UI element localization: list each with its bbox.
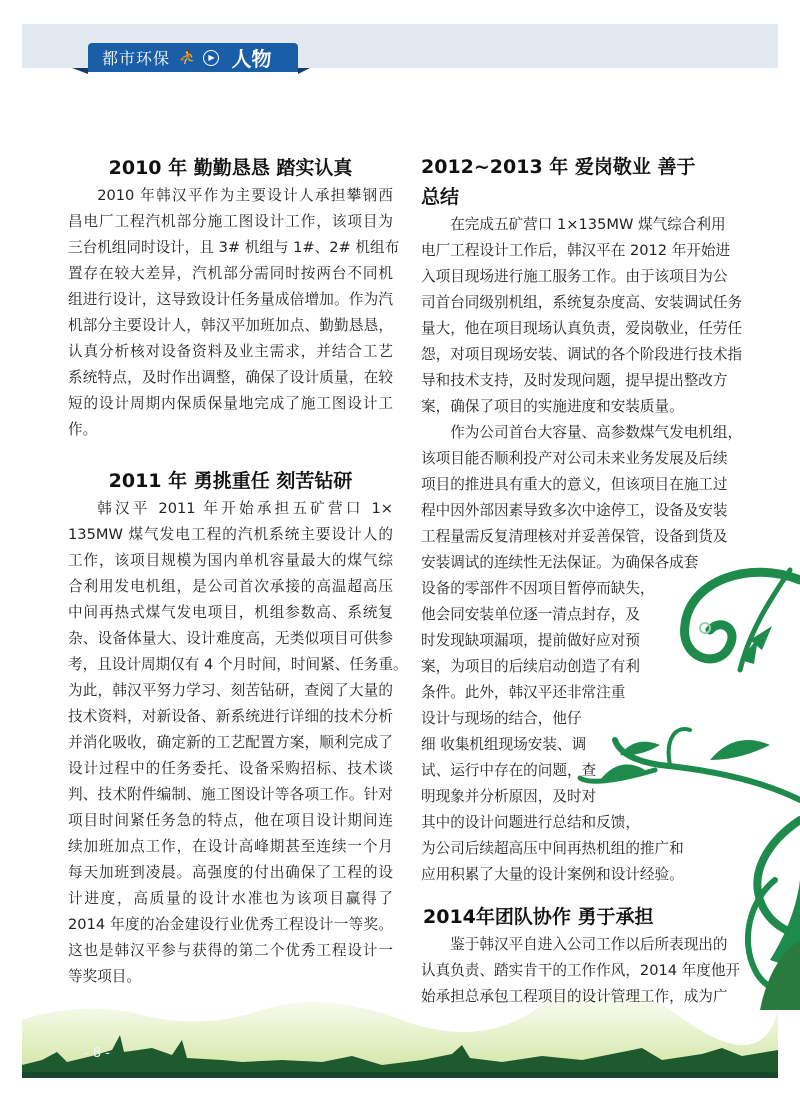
text-line: 2014 年度的冶金建设行业优秀工程设计一等奖。 xyxy=(68,916,393,933)
text-line: 系统特点，及时作出调整，确保了设计质量，在较 xyxy=(68,369,393,386)
text-line: 程中因外部因素导致多次中途停工，设备及安装 xyxy=(421,502,728,519)
tab-fold-left xyxy=(72,68,88,74)
text-line: 为此，韩汉平努力学习、刻苦钻研，查阅了大量的 xyxy=(68,682,393,699)
text-line: 技术资料，对新设备、新系统进行详细的技术分析 xyxy=(68,708,393,725)
heading-line: 2012~2013 年 爱岗敬业 善于 xyxy=(421,156,696,178)
text-line: 项目时间紧任务急的特点，他在项目设计期间连 xyxy=(68,812,393,829)
text-line: 三台机组同时设计，且 3# 机组与 1#、2# 机组布 xyxy=(68,239,400,256)
play-circle-icon: ▶ xyxy=(203,50,219,66)
text-line: 合利用发电机组，是公司首次承接的高温超高压 xyxy=(68,578,393,595)
text-line: 认真分析核对设备资料及业主需求，并结合工艺 xyxy=(68,343,393,360)
tab-fold-right xyxy=(298,68,310,74)
text-line: 应用积累了大量的设计案例和设计经验。 xyxy=(421,866,684,883)
text-line: 安装调试的连续性无法保证。为确保各成套 xyxy=(421,554,699,571)
heading-line: 总结 xyxy=(421,186,460,208)
left-column xyxy=(68,153,408,990)
text-line: 设计过程中的任务委托、设备采购招标、技术谈 xyxy=(68,760,393,777)
text-line: 韩汉平 2011 年开始承担五矿营口 1× xyxy=(97,500,393,517)
text-line: 作为公司首台大容量、高参数煤气发电机组， xyxy=(450,424,743,441)
text-line: 组进行设计，这导致设计任务量成倍增加。作为汽 xyxy=(68,291,393,308)
section-tab xyxy=(88,43,298,72)
section-heading: 2010 年 勤勤恳恳 踏实认真 xyxy=(108,157,353,179)
text-line: 其中的设计问题进行总结和反馈， xyxy=(421,814,640,831)
text-line: 量大，他在项目现场认真负责，爱岗敬业，任劳任 xyxy=(421,320,743,337)
text-line: 机部分主要设计人，韩汉平加班加点、勤勤恳恳， xyxy=(68,317,393,334)
text-line: 工作，该项目规模为国内单机容量最大的煤气综 xyxy=(68,552,393,569)
text-line: 导和技术支持，及时发现问题，提早提出整改方 xyxy=(421,372,728,389)
text-line: 设备的零部件不因项目暂停而缺失， xyxy=(421,580,655,597)
text-line: 作。 xyxy=(68,421,98,438)
text-line: 每天加班到凌晨。高强度的付出确保了工程的设 xyxy=(68,864,393,881)
paragraph xyxy=(421,932,741,1010)
paragraph xyxy=(68,183,400,443)
section-heading: 2011 年 勇挑重任 刻苦钻研 xyxy=(108,470,353,492)
text-line: 鉴于韩汉平自进入公司工作以后所表现出的 xyxy=(450,936,728,953)
text-line: 昌电厂工程汽机部分施工图设计工作，该项目为 xyxy=(68,213,393,230)
text-line: 始承担总承包工程项目的设计管理工作，成为广 xyxy=(421,988,728,1005)
text-line: 司首台同级别机组，系统复杂度高、安装调试任务 xyxy=(421,294,743,311)
text-line: 计进度，高质量的设计水准也为该项目赢得了 xyxy=(68,890,393,907)
section-name: 都市环保 xyxy=(102,49,171,68)
text-line: 案，为项目的后续启动创造了有利 xyxy=(421,658,640,675)
text-line: 杂、设备体量大、设计难度高，无类似项目可供参 xyxy=(68,630,393,647)
text-line: 判、技术附件编制、施工图设计等各项工作。针对 xyxy=(68,786,393,803)
text-line: 细 收集机组现场安装、调 xyxy=(421,736,587,753)
text-line: 试、运行中存在的问题，查 xyxy=(421,762,597,779)
text-line: 工程量需反复清理核对并妥善保管，设备到货及 xyxy=(421,528,728,545)
text-line: 中间再热式煤气发电项目，机组参数高、系统复 xyxy=(68,604,393,621)
text-line: 案，确保了项目的实施进度和安装质量。 xyxy=(421,398,684,415)
paragraph xyxy=(68,496,408,990)
text-line: 等奖项目。 xyxy=(68,968,141,985)
text-line: 明现象并分析原因，及时对 xyxy=(421,788,597,805)
text-line: 135MW 煤气发电工程的汽机系统主要设计人的 xyxy=(68,526,393,543)
paragraph xyxy=(421,420,743,888)
runner-icon: ⛹ xyxy=(178,49,196,66)
text-line: 认真负责、踏实肯干的工作作风，2014 年度他开 xyxy=(421,962,741,979)
text-line: 在完成五矿营口 1×135MW 煤气综合利用 xyxy=(450,216,726,233)
section-heading: 2014年团队协作 勇于承担 xyxy=(423,906,654,928)
text-line: 2010 年韩汉平作为主要设计人承担攀钢西 xyxy=(97,187,393,204)
category-name: 人物 xyxy=(231,47,272,71)
text-line: 他会同安装单位逐一清点封存，及 xyxy=(421,606,640,623)
paragraph xyxy=(421,212,743,420)
right-column xyxy=(421,152,743,1010)
page-number: - 8 - xyxy=(84,1046,110,1061)
section-heading xyxy=(421,152,718,212)
text-line: 置存在较大差异，汽机部分需同时按两台不同机 xyxy=(68,265,393,282)
text-line: 电厂工程设计工作后，韩汉平在 2012 年开始进 xyxy=(421,242,731,259)
text-line: 怨，对项目现场安装、调试的各个阶段进行技术指 xyxy=(421,346,743,363)
text-line: 续加班加点工作，在设计高峰期甚至连续一个月 xyxy=(68,838,393,855)
text-line: 考，且设计周期仅有 4 个月时间，时间紧、任务重。 xyxy=(68,656,408,673)
text-line: 这也是韩汉平参与获得的第二个优秀工程设计一 xyxy=(68,942,393,959)
text-line: 时发现缺项漏项，提前做好应对预 xyxy=(421,632,640,649)
text-line: 短的设计周期内保质保量地完成了施工图设计工 xyxy=(68,395,393,412)
text-line: 为公司后续超高压中间再热机组的推广和 xyxy=(421,840,684,857)
text-line: 条件。此外，韩汉平还非常注重 xyxy=(421,684,626,701)
text-line: 设计与现场的结合，他仔 xyxy=(421,710,582,727)
text-line: 该项目能否顺利投产对公司未来业务发展及后续 xyxy=(421,450,728,467)
text-line: 入项目现场进行施工服务工作。由于该项目为公 xyxy=(421,268,728,285)
text-line: 项目的推进具有重大的意义，但该项目在施工过 xyxy=(421,476,728,493)
text-line: 并消化吸收，确定新的工艺配置方案，顺利完成了 xyxy=(68,734,393,751)
